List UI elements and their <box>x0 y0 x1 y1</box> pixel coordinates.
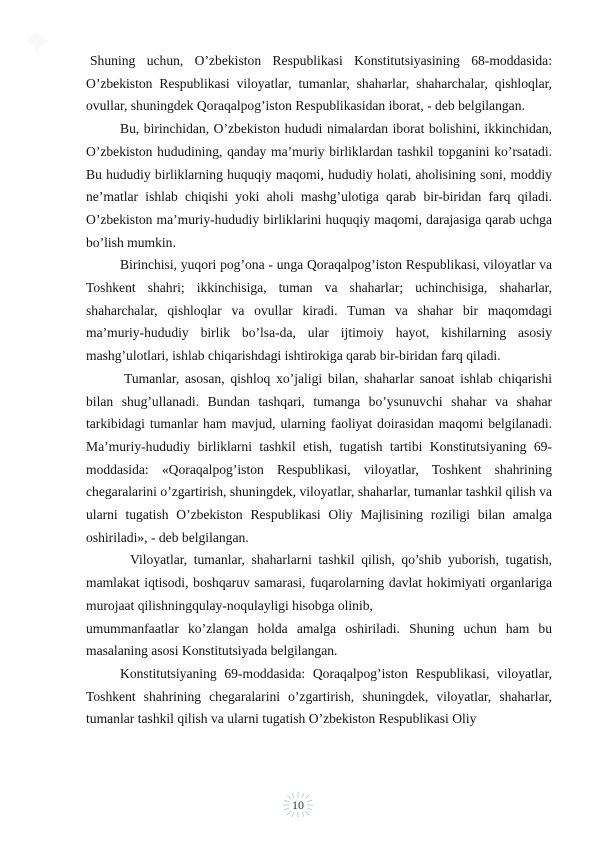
paragraph-7: Konstitutsiyaning 69-moddasida: Qoraqalpog’iston Respublikasi, viloyatlar, Toshkent shahrining chegaralarini o’zgartirish, shuningdek, viloyatlar, shaharlar, tumanlar tashkil qilish va ularni tugatish O’zbekiston Respublikasi Oliy <box>86 665 552 727</box>
paragraph-2: Bu, birinchidan, O’zbekiston hududi nimalardan iborat bolishini, ikkinchidan, O’zbekiston hududining, qanday ma’muriy birliklardan tashkil topganini ko’rsatadi. Bu hududiy birliklarning huquqiy maqomi, hududiy holati, aholisining soni, moddiy ne’matlar ishlab chiqishi yoki aholi mashg’ulotiga qarab bir-biridan farq qiladi. O’zbekiston ma’muriy-hududiy birliklarini huquqiy maqomi, darajasiga qarab uchga bo’lish mumkin. <box>86 121 552 250</box>
paragraph-1: Shuning uchun, O’zbekiston Respublikasi Konstitutsiyasining 68-moddasida: O’zbekiston Respublikasi viloyatlar, tumanlar, shaharlar, shaharchalar, qishloqlar, ovullar, shuningdek Qoraqalpog’iston Respublikasidan iborat, - deb belgilangan. <box>86 53 552 114</box>
paragraph-6: umummanfaatlar ko’zlangan holda amalga oshiriladi. Shuning uchun ham bu masalaning asosi Konstitutsiyada belgilangan. <box>86 620 552 659</box>
paragraph-3: Birinchisi, yuqori pog’ona - unga Qoraqalpog’iston Respublikasi, viloyatlar va Toshkent shahri; ikkinchisiga, tuman va shaharlar; uchinchisiga, shaharlar, shaharchalar, qishloqlar va ovullar kiradi. Tuman va shahar bir maqomdagi ma’muriy-hududiy birlik bo’lsa-da, ular ijtimoiy hayot, kishilarning asosiy mashg’ulotlari, ishlab chiqarishdagi ishtirokiga qarab bir-biridan farq qiladi. <box>86 257 552 364</box>
document-body <box>86 50 552 731</box>
paragraph-5: Viloyatlar, tumanlar, shaharlarni tashkil qilish, qo’shib yuborish, tugatish, mamlakat iqtisodi, boshqaruv samarasi, fuqarolarning davlat hokimiyati organlariga murojaat qilishningqulay-noqulayligi hisobga olinib, <box>86 552 552 613</box>
paragraph-4: Tumanlar, asosan, qishloq xo’jaligi bilan, shaharlar sanoat ishlab chiqarishi bilan shug’ullanadi. Bundan tashqari, tumanga bo’ysunuvchi shahar va shahar tarkibidagi tumanlar ham mavjud, ularning faoliyat doirasidan maqomi belgilanadi. Ma’muriy-hududiy birliklarni tashkil etish, tugatish tartibi Konstitutsiyaning 69-moddasida: «Qoraqalpog’iston Respublikasi, viloyatlar, Toshkent shahrining chegaralarini o’zgartirish, shuningdek, viloyatlar, shaharlar, tumanlar tashkil qilish va ularni tugatish O’zbekiston Respublikasi Oliy Majlisining roziligi bilan amalga oshiriladi», - deb belgilangan. <box>86 370 552 545</box>
watermark: ✦ <box>20 20 54 66</box>
page-number: 10 <box>292 797 304 812</box>
page-number-badge <box>280 790 316 820</box>
